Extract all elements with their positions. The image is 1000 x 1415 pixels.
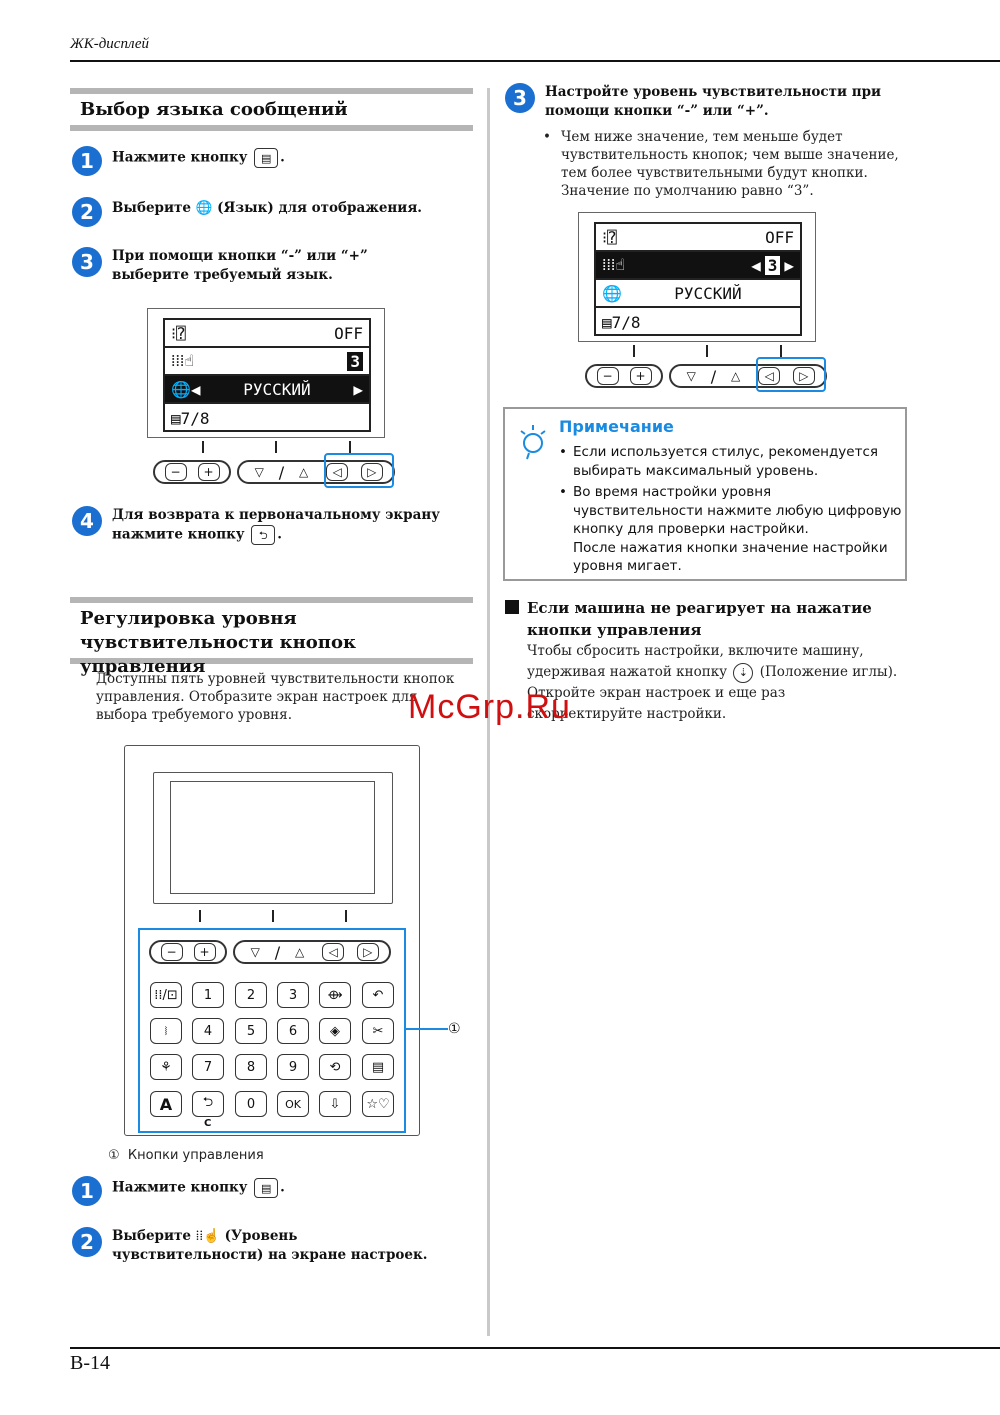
step-badge: 2 [72, 1227, 102, 1257]
note-item: • Во время настройки уровня чувствительности нажмите любую цифровую кнопку для проверки настройки. [559, 483, 904, 539]
arrow-right-icon: ▶ [353, 379, 363, 399]
plus-button[interactable]: + [630, 367, 652, 385]
arrow-right-icon: ▶ [784, 255, 794, 275]
settings-key[interactable]: ▤ [362, 1054, 394, 1080]
left-button[interactable]: ◁ [322, 943, 344, 961]
scissors-icon[interactable]: ✂ [362, 1018, 394, 1044]
note-title: Примечание [559, 417, 674, 436]
lcd-row-language: 🌐 РУССКИЙ [596, 280, 800, 308]
tick [349, 441, 351, 453]
section-title-language [70, 88, 473, 131]
left-button[interactable]: ◁ [326, 463, 348, 481]
up-arrow-icon[interactable]: △ [290, 944, 310, 960]
left-button[interactable]: ◁ [758, 367, 780, 385]
ok-key[interactable]: OK [277, 1091, 309, 1117]
key-5[interactable]: 5 [235, 1018, 267, 1044]
step-badge: 1 [72, 1176, 102, 1206]
minus-plus-pill [153, 460, 231, 484]
bullet-sensitivity: • Чем ниже значение, тем меньше будет чувствительность кнопок; чем выше значение, тем более чувствительными будут кнопки. Значение по умолчанию равно “3”. [543, 128, 903, 200]
key-7[interactable]: 7 [192, 1054, 224, 1080]
lcd-row-page: ▤ 7/8 [171, 408, 210, 428]
section2-intro: Доступны пять уровней чувствительности кнопок управления. Отобразите экран настроек для выбора требуемого уровня. [96, 671, 455, 723]
page-number: B-14 [70, 1352, 110, 1374]
note-item: • Если используется стилус, рекомендуется выбирать максимальный уровень. [559, 443, 904, 480]
up-arrow-icon[interactable]: △ [294, 464, 314, 480]
callout-line [406, 1028, 448, 1030]
globe-language-icon: 🌐 [195, 200, 213, 216]
highlight-box [324, 453, 394, 488]
section-title-sensitivity [70, 597, 473, 677]
page-icon: ▤ [171, 408, 181, 428]
tick [202, 441, 204, 453]
header-rule [70, 60, 1000, 62]
right-button[interactable]: ▷ [357, 943, 379, 961]
highlight-box [756, 357, 826, 392]
globe-icon: 🌐◀ [171, 379, 201, 399]
settings-page-icon: ▤ [254, 1178, 278, 1198]
step-3: 3 При помощи кнопки “-” или “+” выберите требуемый язык. [72, 247, 472, 285]
running-title: ЖК-дисплей [70, 36, 150, 52]
reset-paragraph: Чтобы сбросить настройки, включите машину, удерживая нажатой кнопку ⇣ (Положение иглы). Откройте экран настроек и еще раз скорректируйте настройки. [527, 643, 898, 722]
figure-caption [108, 1148, 264, 1163]
reverse-key[interactable]: ↶ [362, 982, 394, 1008]
up-arrow-icon[interactable]: △ [726, 368, 746, 384]
lightbulb-icon [515, 421, 549, 461]
plus-button[interactable]: + [194, 943, 216, 961]
key-1[interactable]: 1 [192, 982, 224, 1008]
sensitivity-icon: ⁞⁞⁞☝ [602, 255, 625, 274]
down-arrow-icon[interactable]: ▽ [245, 944, 265, 960]
section-title-text: Регулировка уровня чувствительности кнопок управления [80, 608, 356, 677]
tick [345, 910, 347, 922]
subhead-title: Если машина не реагирует на нажатие кнопки управления [527, 599, 872, 639]
key-9[interactable]: 9 [277, 1054, 309, 1080]
right-button[interactable]: ▷ [793, 367, 815, 385]
minus-plus-pill [149, 940, 227, 964]
settings-page-icon: ▤ [254, 148, 278, 168]
step-3-sensitivity: 3 Настройте уровень чувствительности при помощи кнопки “-” или “+”. [505, 83, 905, 121]
panel-control-bar [149, 938, 391, 966]
voice-guide-icon: ⁝⍰ [602, 227, 617, 247]
key-3[interactable]: 3 [277, 982, 309, 1008]
step-4: 4 Для возврата к первоначальному экрану нажмите кнопку ⮌ . [72, 506, 472, 545]
reinforce-key[interactable]: ◈ [319, 1018, 351, 1044]
caption-text: Кнопки управления [127, 1148, 264, 1163]
key-2[interactable]: 2 [235, 982, 267, 1008]
key-8[interactable]: 8 [235, 1054, 267, 1080]
step-badge: 4 [72, 506, 102, 536]
tick [275, 441, 277, 453]
lcd-frame [153, 772, 393, 904]
minus-button[interactable]: − [165, 463, 187, 481]
step-1-sensitivity: 1 Нажмите кнопку ▤ . [72, 1176, 472, 1206]
tick [272, 910, 274, 922]
control-buttons-area [138, 928, 406, 1133]
twin-needle-key[interactable]: ⚘ [150, 1054, 182, 1080]
lcd-panel-sensitivity [578, 212, 816, 342]
return-icon: ⮌ [251, 525, 275, 545]
sensitivity-icon: ⁞⁞⁞☝ [171, 351, 194, 370]
voice-guide-icon: ⁝⍰ [171, 323, 186, 343]
step-2: 2 Выберите 🌐 (Язык) для отображения. [72, 197, 472, 227]
note-box [503, 407, 907, 581]
plus-button[interactable]: + [198, 463, 220, 481]
clear-label: C [204, 1118, 212, 1129]
caption-num: ① [108, 1148, 120, 1163]
right-button[interactable]: ▷ [361, 463, 383, 481]
sensitivity-icon: ⁞⁞☝ [195, 1228, 220, 1244]
tick [633, 345, 635, 357]
nav-pill: ▽ / △ ◁ ▷ [237, 460, 395, 484]
decorative-stitch-key[interactable]: ☆♡ [362, 1091, 394, 1117]
step-2-sensitivity: 2 Выберите ⁞⁞☝ (Уровень чувствительности) на экране настроек. [72, 1227, 472, 1265]
key-6[interactable]: 6 [277, 1018, 309, 1044]
memory-key[interactable]: ⇩ [319, 1091, 351, 1117]
lcd-row-language: 🌐◀ РУССКИЙ ▶ [165, 376, 369, 404]
tick [780, 345, 782, 357]
stitch-mode-key[interactable]: ⁞⁞/⊡ [150, 982, 182, 1008]
lcd-panel-language [147, 308, 385, 438]
key-4[interactable]: 4 [192, 1018, 224, 1044]
lcd-row-sensitivity: ⁞⁞⁞☝ 3 [165, 348, 369, 376]
page-icon: ▤ [602, 312, 612, 332]
key-0[interactable]: 0 [235, 1091, 267, 1117]
arrow-left-icon: ◀ [751, 255, 761, 275]
minus-button[interactable]: − [161, 943, 183, 961]
lcd-screen [170, 781, 375, 894]
lcd-row-voice: ⁝⍰ OFF [165, 320, 369, 348]
stitch-type-key[interactable]: ⧘ [150, 1018, 182, 1044]
callout-number: ① [448, 1021, 461, 1037]
footer-rule [70, 1347, 1000, 1349]
step-badge: 2 [72, 197, 102, 227]
lcd-row-sensitivity: ⁞⁞⁞☝ ◀ 3 ▶ [596, 252, 800, 280]
subhead-square-icon [505, 600, 519, 614]
section-title-text: Выбор языка сообщений [80, 99, 348, 120]
tick [199, 910, 201, 922]
lcd-row-voice: ⁝⍰ OFF [596, 224, 800, 252]
needle-position-icon: ⇣ [733, 663, 753, 683]
automatic-key[interactable]: ⟲ [319, 1054, 351, 1080]
watermark: McGrp.Ru [408, 688, 571, 726]
minus-button[interactable]: − [597, 367, 619, 385]
down-arrow-icon[interactable]: ▽ [249, 464, 269, 480]
nav-pill: ▽ / △ ◁ ▷ [669, 364, 827, 388]
return-key[interactable]: ⮌ [192, 1091, 224, 1117]
minus-plus-pill [585, 364, 663, 388]
step-1: 1 Нажмите кнопку ▤ . [72, 146, 472, 176]
globe-icon: 🌐 [602, 283, 622, 303]
tick [706, 345, 708, 357]
lcd-row-page: ▤ 7/8 [602, 312, 641, 332]
nav-pill: ▽ / △ ◁ ▷ [233, 940, 391, 964]
step-badge: 1 [72, 146, 102, 176]
needle-position-key[interactable]: ⟴ [319, 982, 351, 1008]
step-badge: 3 [505, 83, 535, 113]
step-badge: 3 [72, 247, 102, 277]
note-list [559, 443, 904, 576]
down-arrow-icon[interactable]: ▽ [681, 368, 701, 384]
note-item-continued: После нажатия кнопки значение настройки уровня мигает. [573, 539, 888, 574]
control-panel-illustration [124, 745, 420, 1136]
key-a[interactable]: A [150, 1091, 182, 1117]
